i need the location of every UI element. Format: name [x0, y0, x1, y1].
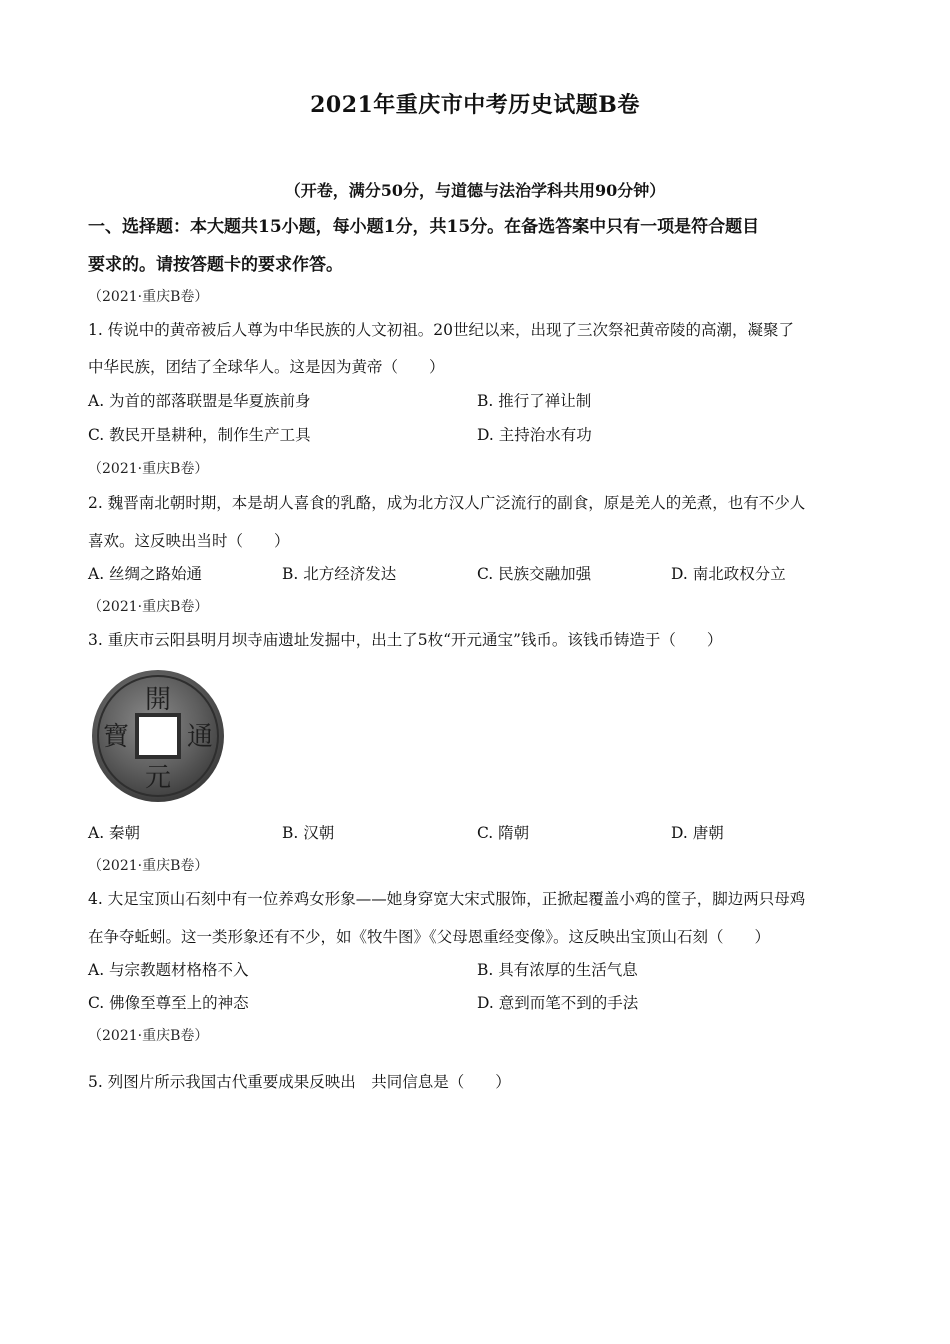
question-2-text-line1: 2. 魏晋南北朝时期，本是胡人喜食的乳酪，成为北方汉人广泛流行的副食，原是羌人的羌煮，也有不少人	[88, 494, 806, 512]
question-2-option-a: A. 丝绸之路始通	[88, 565, 203, 583]
question-1-text-line1: 1. 传说中的黄帝被后人尊为中华民族的人文初祖。20世纪以来，出现了三次祭祀黄帝陵的高潮，凝聚了	[88, 321, 794, 339]
question-1-text-line2: 中华民族，团结了全球华人。这是因为黄帝（ ）	[88, 358, 445, 376]
section-heading-line1: 一、选择题：本大题共15小题，每小题1分，共15分。在备选答案中只有一项是符合题目	[88, 217, 760, 237]
coin-char-top: 開	[144, 685, 172, 715]
question-2-option-b: B. 北方经济发达	[282, 565, 397, 583]
question-4-option-a: A. 与宗教题材格格不入	[88, 961, 249, 979]
kaiyuan-tongbao-coin-image	[88, 668, 228, 804]
question-3-option-c: C. 隋朝	[477, 824, 530, 842]
question-4-option-d: D. 意到而笔不到的手法	[477, 994, 639, 1012]
question-2-text-line2: 喜欢。这反映出当时（ ）	[88, 532, 290, 550]
coin-char-left: 寶	[102, 722, 130, 752]
question-source: （2021·重庆B卷）	[88, 858, 209, 874]
question-1-option-d: D. 主持治水有功	[477, 426, 592, 444]
question-source: （2021·重庆B卷）	[88, 461, 209, 477]
coin-char-right: 通	[186, 722, 214, 752]
question-4-option-c: C. 佛像至尊至上的神态	[88, 994, 249, 1012]
question-2-option-d: D. 南北政权分立	[671, 565, 786, 583]
question-3-option-d: D. 唐朝	[671, 824, 724, 842]
question-4-text-line1: 4. 大足宝顶山石刻中有一位养鸡女形象——她身穿宽大宋式服饰，正掀起覆盖小鸡的筐子，脚边两只母鸡	[88, 890, 806, 908]
exam-info: （开卷，满分50分，与道德与法治学科共用90分钟）	[284, 181, 666, 200]
question-2-option-c: C. 民族交融加强	[477, 565, 592, 583]
coin-square-hole	[137, 715, 179, 757]
question-1-option-c: C. 教民开垦耕种，制作生产工具	[88, 426, 311, 444]
question-4-option-b: B. 具有浓厚的生活气息	[477, 961, 638, 979]
question-source: （2021·重庆B卷）	[88, 289, 209, 305]
question-1-option-b: B. 推行了禅让制	[477, 392, 592, 410]
question-source: （2021·重庆B卷）	[88, 599, 209, 615]
question-3-option-b: B. 汉朝	[282, 824, 335, 842]
question-source: （2021·重庆B卷）	[88, 1028, 209, 1044]
question-3-text-line1: 3. 重庆市云阳县明月坝寺庙遗址发掘中，出土了5枚“开元通宝”钱币。该钱币铸造于（ ）	[88, 631, 723, 649]
question-5-text-line1: 5. 列图片所示我国古代重要成果反映出 共同信息是（ ）	[88, 1073, 511, 1091]
section-heading-line2: 要求的。请按答题卡的要求作答。	[88, 255, 343, 275]
question-1-option-a: A. 为首的部落联盟是华夏族前身	[88, 392, 311, 410]
coin-char-bottom: 元	[144, 763, 172, 793]
question-3-option-a: A. 秦朝	[88, 824, 141, 842]
question-4-text-line2: 在争夺蚯蚓。这一类形象还有不少，如《牧牛图》《父母恩重经变像》。这反映出宝顶山石刻（ ）	[88, 928, 771, 946]
page-title: 2021年重庆市中考历史试题B卷	[310, 92, 640, 118]
